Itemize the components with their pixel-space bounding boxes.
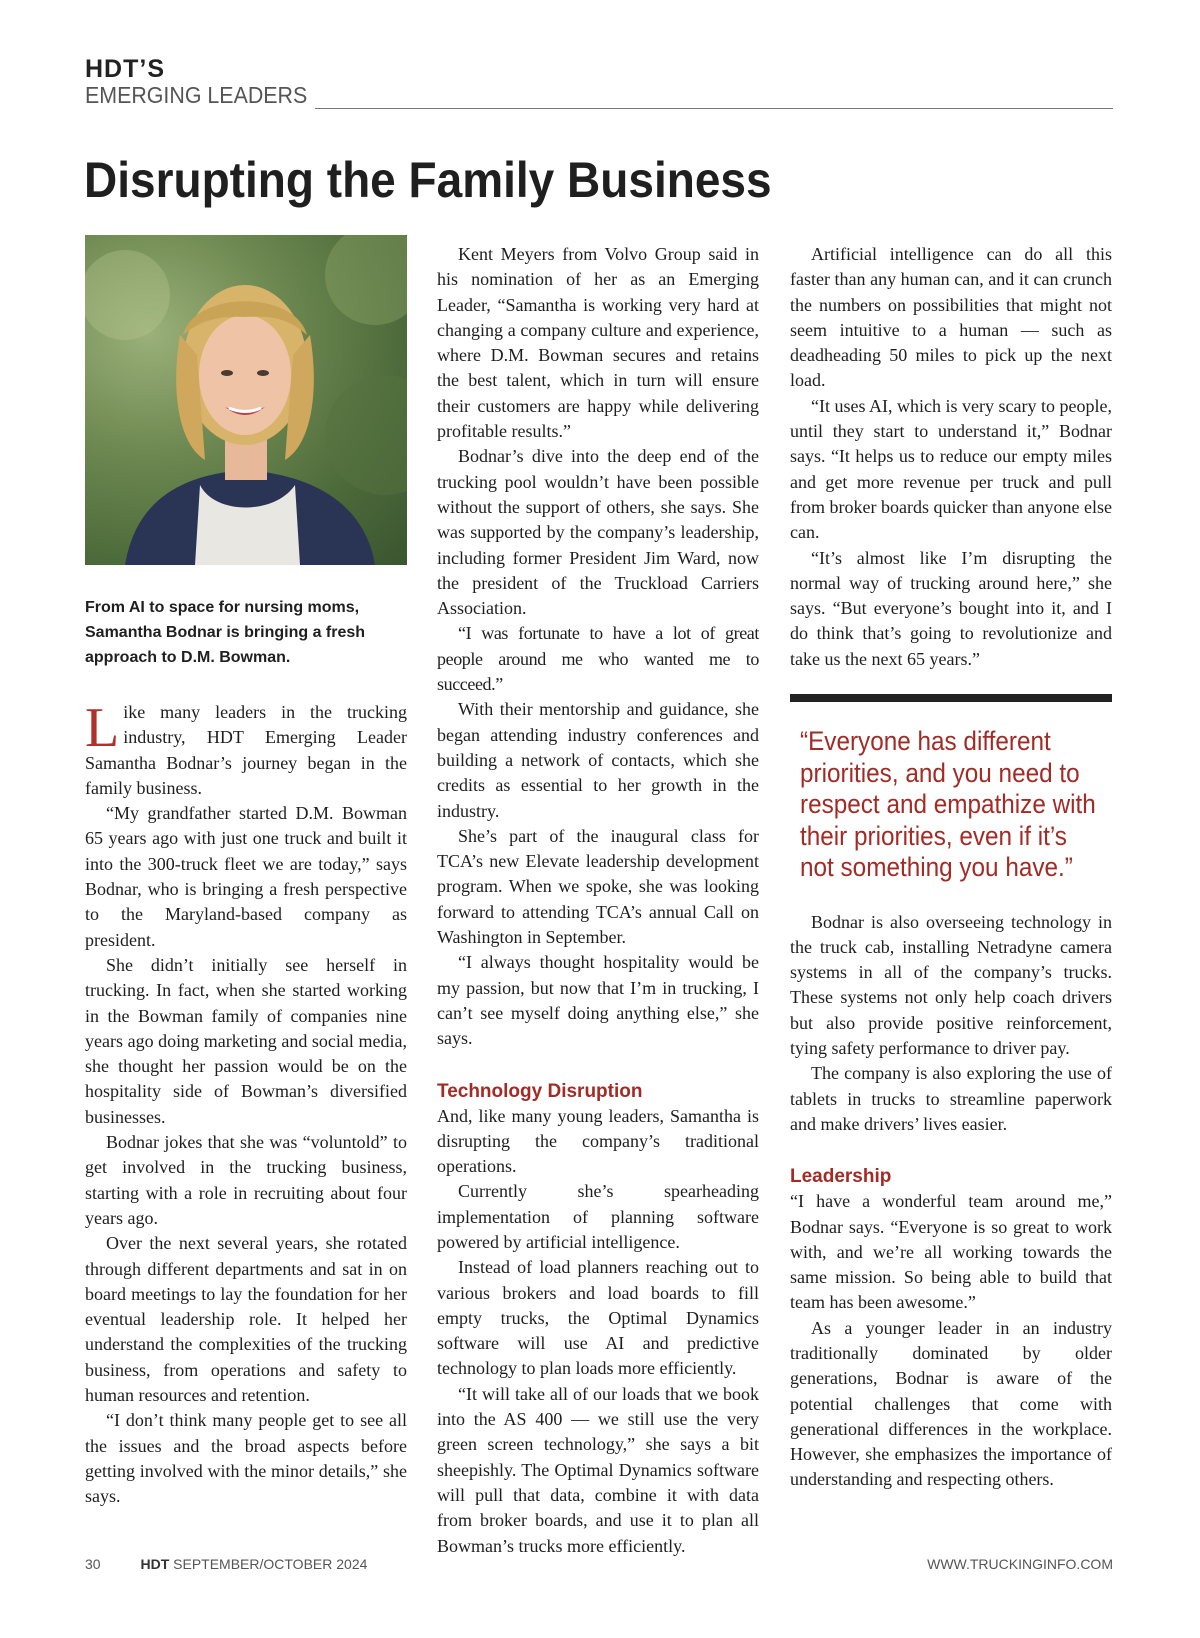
portrait-photo (85, 235, 407, 565)
body-paragraph: “It uses AI, which is very scary to people, until they start to understand it,” Bodnar says. “It helps us to reduce our empty miles and get more revenue per truck and pull from broker boards quicker than anyone else can. (790, 395, 1112, 543)
body-paragraph: “I was fortunate to have a lot of great people around me who wanted me to succeed.” (437, 623, 759, 695)
body-paragraph: Over the next several years, she rotated through different departments and sat in on board meetings to lay the foundation for her eventual leadership role. It helped her understand the complexities of the trucking business, from operations and safety to human resources and retention. (85, 1233, 407, 1406)
magazine-brand: HDT (140, 1556, 170, 1572)
issue-date: SEPTEMBER/OCTOBER 2024 (173, 1556, 368, 1572)
body-paragraph: “I always thought hospitality would be my passion, but now that I’m in trucking, I can’t see myself doing anything else,” she says. (437, 952, 759, 1049)
body-paragraph: “I have a wonderful team around me,” Bodnar says. “Everyone is so great to work with, and we’re all working towards the same mission. So being able to build that team has been awesome.” (790, 1191, 1112, 1313)
page-number: 30 (85, 1556, 101, 1572)
column-1 (85, 235, 407, 1510)
drop-cap: L (85, 697, 120, 759)
body-paragraph: Bodnar is also overseeing technology in the truck cab, installing Netradyne camera systems in all of the company’s trucks. These systems not only help coach drivers but also provide positive reinforcement, tying safety performance to driver pay. (790, 911, 1112, 1059)
website-url[interactable]: WWW.TRUCKINGINFO.COM (927, 1556, 1113, 1572)
body-paragraph: Kent Meyers from Volvo Group said in his nomination of her as an Emerging Leader, “Samantha is working very hard at changing a company culture and experience, where D.M. Bowman secures and retains the best talent, which in turn will ensure their customers are happy while delivering profitable results.” (437, 244, 759, 442)
body-paragraph: “My grandfather started D.M. Bowman 65 years ago with just one truck and built it into the 300-truck fleet we are today,” says Bodnar, who is bringing a fresh perspective to the Maryland-based company as president. (85, 803, 407, 950)
body-paragraph: With their mentorship and guidance, she began attending industry conferences and building a network of contacts, which she credits as essential to her growth in the industry. (437, 699, 759, 821)
pull-quote: “Everyone has different priorities, and you need to respect and empathize with their priorities, even if it’s not something you have.” (800, 726, 1096, 883)
body-paragraph: “It’s almost like I’m disrupting the normal way of trucking around here,” she says. “But everyone’s bought into it, and I do think that’s going to revolutionize and take us the next 65 years.” (790, 547, 1112, 669)
photo-caption: From AI to space for nursing moms, Samantha Bodnar is bringing a fresh approach to D.M. Bowman. (85, 599, 366, 666)
body-paragraph: “It will take all of our loads that we book into the AS 400 — we still use the very green screen technology,” she says a bit sheepishly. The Optimal Dynamics software will pull that data, combine it with data from broker boards, and use it to plan all Bowman’s trucks more efficiently. (437, 1383, 759, 1556)
header-rule (315, 108, 1113, 109)
body-paragraph: She didn’t initially see herself in trucking. In fact, when she started working in the Bowman family of companies nine years ago doing marketing and social media, she thought her passion would be on the hospitality side of Bowman’s diversified businesses. (85, 954, 407, 1127)
body-paragraph: She’s part of the inaugural class for TCA’s new Elevate leadership development program. When we spoke, she was looking forward to attending TCA’s annual Call on Washington in September. (437, 825, 759, 948)
body-paragraph: And, like many young leaders, Samantha is disrupting the company’s traditional operations. (437, 1105, 759, 1177)
pullquote-rule (790, 694, 1112, 702)
body-paragraph: Instead of load planners reaching out to various brokers and load boards to fill empty trucks, the Optimal Dynamics software will use AI and predictive technology to plan loads more efficiently. (437, 1257, 759, 1379)
body-paragraph: Artificial intelligence can do all this faster than any human can, and it can crunch the numbers on possibilities that might not seem intuitive to a human — such as deadheading 50 miles to pick up the next load. (790, 244, 1112, 391)
column-3 (790, 242, 1112, 1493)
kicker-top: HDT’S (85, 55, 165, 83)
kicker-bottom: EMERGING LEADERS (85, 82, 308, 108)
lede-text: ike many leaders in the trucking industry, HDT Emerging Leader Samantha Bodnar’s journey began in the family business. (85, 702, 407, 798)
body-paragraph: Currently she’s spearheading implementation of planning software powered by artificial intelligence. (437, 1181, 759, 1252)
lede-paragraph (85, 697, 407, 801)
body-paragraph: Bodnar jokes that she was “voluntold” to get involved in the trucking business, starting with a role in recruiting about four years ago. (85, 1132, 407, 1228)
folio (85, 1556, 367, 1572)
subhead-leadership: Leadership (790, 1166, 892, 1188)
article-headline: Disrupting the Family Business (84, 152, 772, 208)
body-paragraph: “I don’t think many people get to see all the issues and the broad aspects before getting involved with the minor details,” she says. (85, 1410, 407, 1507)
column-2 (437, 242, 759, 1559)
body-paragraph: As a younger leader in an industry traditionally dominated by older generations, Bodnar is aware of the potential challenges that come with generational differences in the workplace. However, she emphasizes the importance of understanding and respecting others. (790, 1317, 1112, 1490)
subhead-technology-disruption: Technology Disruption (437, 1080, 643, 1102)
body-paragraph: Bodnar’s dive into the deep end of the trucking pool wouldn’t have been possible without the support of others, she says. She was supported by the company’s leadership, including former President Jim Ward, now the president of the Truckload Carriers Association. (437, 446, 759, 619)
section-kicker (85, 56, 324, 108)
portrait-illustration (85, 235, 407, 565)
body-paragraph: The company is also exploring the use of tablets in trucks to streamline paperwork and make drivers’ lives easier. (790, 1063, 1112, 1134)
